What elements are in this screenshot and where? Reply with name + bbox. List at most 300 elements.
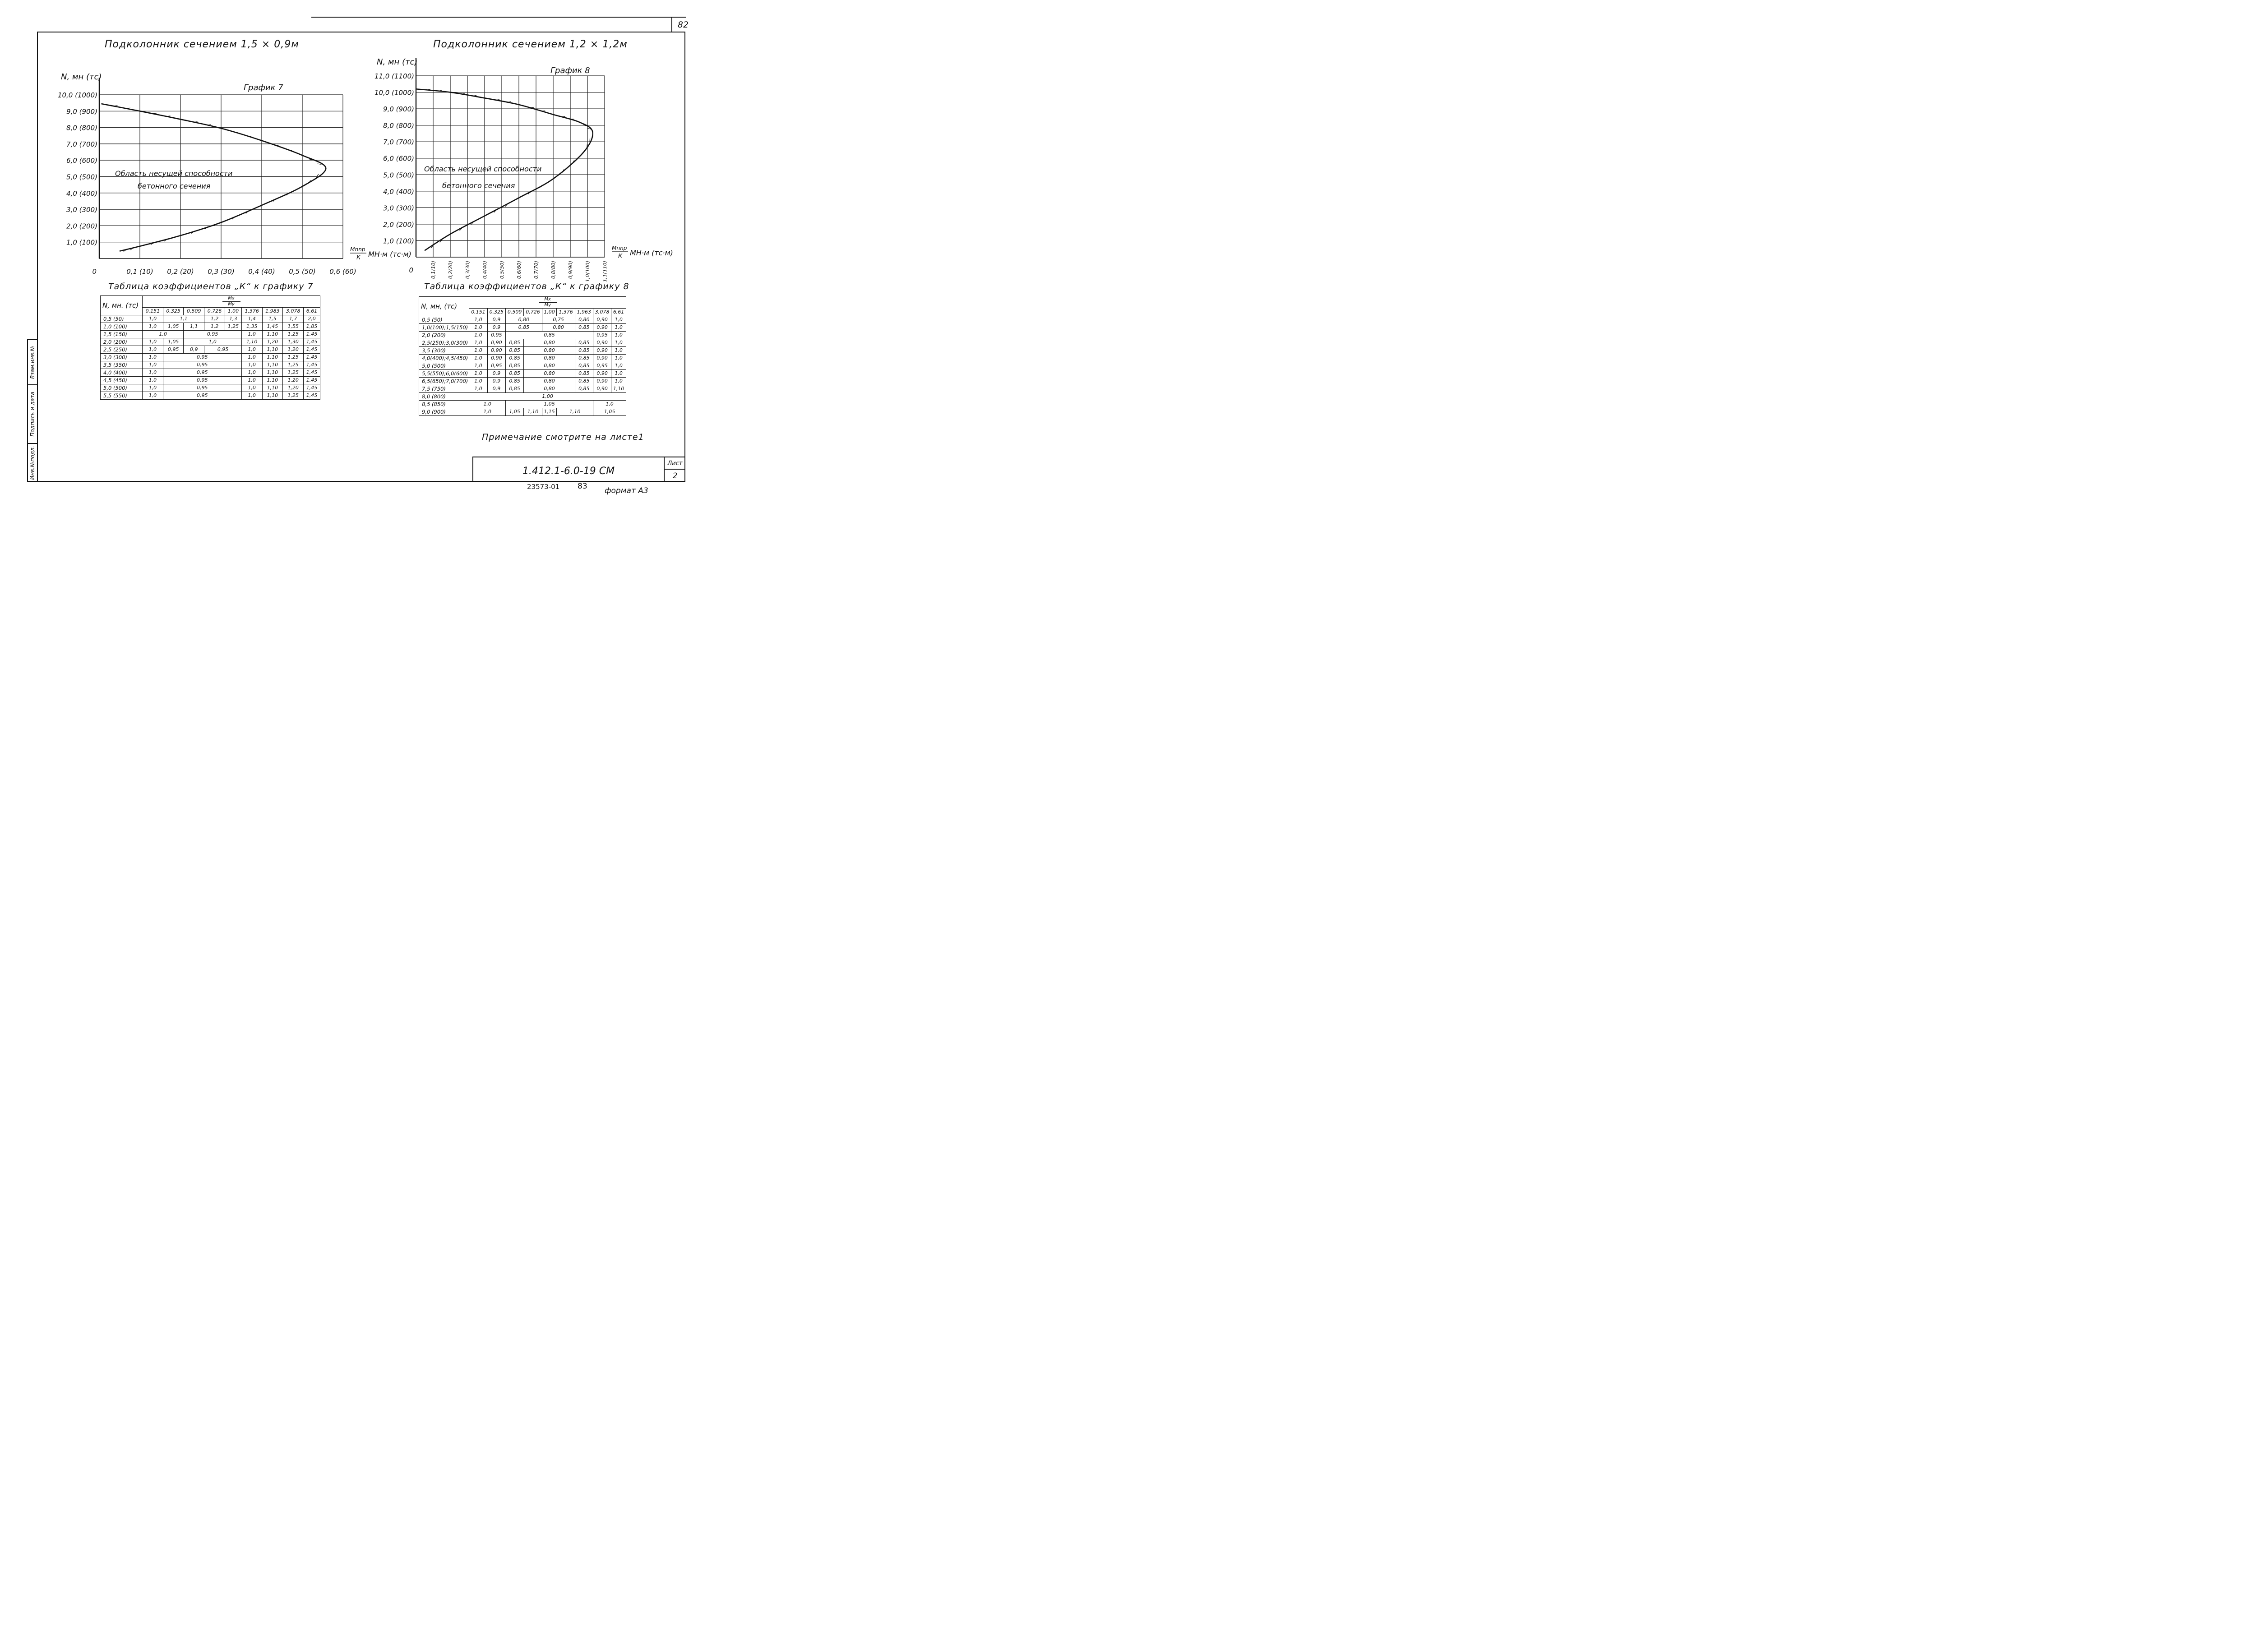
- table-row: [419, 347, 626, 355]
- coefficient-cell: 0,95: [204, 346, 242, 354]
- coefficient-cell: 1,1: [184, 323, 204, 331]
- side-cell-signature: [28, 385, 37, 444]
- ratio-value: 1,963: [575, 309, 593, 316]
- table-row: [101, 369, 320, 377]
- coefficient-cell: 1,45: [303, 331, 320, 338]
- y-tick-label: 1,0 (100): [66, 238, 97, 247]
- coefficient-cell: 0,85: [506, 362, 524, 370]
- coefficient-cell: 1,0: [611, 355, 626, 362]
- table7-title: Таблица коэффициентов „К“ к графику 7: [108, 281, 314, 291]
- table-header-row: [419, 297, 626, 309]
- coefficient-cell: 1,35: [241, 323, 262, 331]
- coefficient-cell: 1,0: [469, 324, 487, 332]
- region-label-line2: бетонного сечения: [442, 181, 515, 190]
- coefficient-cell: 1,05: [506, 408, 524, 416]
- coefficient-cell: 1,15: [542, 408, 557, 416]
- coefficient-cell: 0,85: [506, 332, 593, 339]
- coefficient-cell: 0,90: [487, 339, 505, 347]
- coefficient-cell: 1,10: [262, 361, 283, 369]
- chart8: [374, 52, 681, 282]
- x-tick-label: 0,3 (30): [208, 268, 235, 276]
- y-tick-label: 1,0 (100): [383, 237, 414, 245]
- row-load: 2,0 (200): [101, 338, 143, 346]
- x-tick-label: 0,7(70): [533, 261, 539, 279]
- table-header-row: [101, 296, 320, 308]
- y-tick-label: 9,0 (900): [383, 105, 414, 114]
- coefficient-cell: 0,9: [487, 378, 505, 385]
- coefficient-cell: 1,0: [241, 377, 262, 384]
- coefficient-cell: 1,0: [143, 354, 163, 361]
- coefficient-cell: 1,2: [204, 323, 225, 331]
- coefficient-cell: 1,45: [303, 354, 320, 361]
- x-tick-label: 0,5(50): [499, 261, 505, 279]
- y-tick-label: 8,0 (800): [383, 121, 414, 130]
- x-tick-label: 0,3(30): [465, 261, 471, 279]
- coefficient-cell: 0,85: [506, 347, 524, 355]
- table-row: [419, 385, 626, 393]
- coefficient-cell: 1,7: [283, 315, 304, 323]
- coefficient-cell: 0,80: [524, 362, 575, 370]
- table-row: [419, 370, 626, 378]
- coefficient-cell: 0,85: [506, 324, 542, 332]
- coefficient-cell: 0,80: [524, 355, 575, 362]
- coefficient-cell: 0,95: [163, 369, 241, 377]
- coefficient-cell: 1,05: [506, 401, 593, 408]
- coefficient-cell: 1,10: [262, 354, 283, 361]
- coefficient-cell: 1,0: [469, 347, 487, 355]
- row-load: 2,5 (250): [101, 346, 143, 354]
- coefficient-cell: 1,10: [611, 385, 626, 393]
- coefficient-cell: 1,0: [469, 408, 506, 416]
- x-origin-label: 0: [409, 266, 413, 274]
- coefficient-cell: 1,0: [241, 361, 262, 369]
- row-load: 3,5 (300): [419, 347, 469, 355]
- coefficient-cell: 0,85: [506, 378, 524, 385]
- x-label-units: МН·м (тс·м): [630, 249, 673, 257]
- coefficient-cell: 1,0: [469, 355, 487, 362]
- row-load: 8,5 (850): [419, 401, 469, 408]
- y-tick-label: 5,0 (500): [66, 173, 97, 181]
- y-tick-label: 4,0 (400): [383, 187, 414, 196]
- coefficient-cell: 1,2: [204, 315, 225, 323]
- x-tick-label: 0,4(40): [482, 261, 488, 279]
- coefficient-cell: 1,0: [143, 392, 163, 400]
- coefficient-cell: 0,85: [506, 385, 524, 393]
- table-row: [101, 392, 320, 400]
- x-tick-label: 0,6(60): [516, 261, 522, 279]
- coefficient-cell: 0,9: [487, 370, 505, 378]
- x-tick-label: 0,4 (40): [248, 268, 275, 276]
- ratio-denominator: Му: [222, 301, 240, 307]
- coefficient-cell: 0,95: [163, 392, 241, 400]
- table-row: [419, 339, 626, 347]
- coefficient-cell: 0,80: [524, 339, 575, 347]
- table7: [100, 295, 320, 400]
- coefficient-cell: 1,25: [283, 369, 304, 377]
- coefficient-cell: 1,10: [262, 377, 283, 384]
- coefficient-cell: 1,0: [241, 392, 262, 400]
- coefficient-cell: 1,05: [163, 338, 184, 346]
- coefficient-cell: 0,95: [487, 332, 505, 339]
- table-row: [419, 332, 626, 339]
- sheet-number: 82: [671, 17, 694, 32]
- coefficient-cell: 0,95: [163, 354, 241, 361]
- x-label-numerator: Мпnр: [612, 245, 627, 251]
- ratio-value: 0,509: [184, 308, 204, 315]
- x-tick-label: 0,5 (50): [289, 268, 316, 276]
- coefficient-cell: 1,0: [469, 378, 487, 385]
- coefficient-cell: 1,0: [241, 369, 262, 377]
- coefficient-cell: 0,95: [163, 361, 241, 369]
- coefficient-cell: 0,90: [593, 316, 611, 324]
- coefficient-cell: 1,85: [303, 323, 320, 331]
- side-cell-replace: [28, 340, 37, 385]
- hatch-mark: [561, 116, 565, 117]
- coefficient-cell: 0,85: [575, 378, 593, 385]
- row-load: 4,5 (450): [101, 377, 143, 384]
- y-tick-label: 10,0 (1000): [57, 91, 97, 99]
- coefficient-cell: 1,0: [241, 331, 262, 338]
- coefficient-cell: 1,30: [283, 338, 304, 346]
- x-tick-label: 0,1(10): [430, 261, 436, 279]
- coefficient-cell: 0,90: [593, 385, 611, 393]
- ratio-value: 1,376: [241, 308, 262, 315]
- list-label: Лист: [665, 457, 685, 470]
- coefficient-cell: 0,95: [593, 332, 611, 339]
- coefficient-cell: 1,0: [611, 339, 626, 347]
- coefficient-cell: 1,0: [184, 338, 241, 346]
- coefficient-cell: 0,90: [593, 347, 611, 355]
- y-tick-label: 7,0 (700): [383, 138, 414, 147]
- coefficient-cell: 1,0: [593, 401, 626, 408]
- row-load: 4,0 (400): [101, 369, 143, 377]
- chart7-label: График 7: [244, 83, 283, 92]
- row-load: 4,0(400);4,5(450): [419, 355, 469, 362]
- y-tick-label: 6,0 (600): [66, 157, 97, 165]
- ratio-value: 6,61: [303, 308, 320, 315]
- y-tick-label: 3,0 (300): [66, 206, 97, 214]
- ratio-header: [143, 296, 320, 308]
- coefficient-cell: 0,95: [184, 331, 241, 338]
- row-load: 6,5(650);7,0(700): [419, 378, 469, 385]
- side-label-replace: Взам.инв.№: [29, 346, 36, 379]
- coefficient-cell: 1,0: [469, 362, 487, 370]
- coefficient-cell: 0,85: [575, 385, 593, 393]
- coefficient-cell: 1,05: [163, 323, 184, 331]
- side-label-signature: Подпись и дата: [29, 392, 36, 437]
- x-tick-label: 0,2(20): [448, 261, 453, 279]
- y-tick-label: 3,0 (300): [383, 204, 414, 212]
- row-load: 1,5 (150): [101, 331, 143, 338]
- coefficient-cell: 1,25: [225, 323, 241, 331]
- coefficient-cell: 1,0: [143, 361, 163, 369]
- row-load: 1,0(100);1,5(150): [419, 324, 469, 332]
- table-row: [101, 384, 320, 392]
- coefficient-cell: 0,9: [487, 385, 505, 393]
- coefficient-cell: 0,80: [575, 316, 593, 324]
- y-tick-label: 4,0 (400): [66, 189, 97, 198]
- row-load: 1,0 (100): [101, 323, 143, 331]
- y-tick-label: 11,0 (1100): [374, 72, 414, 80]
- coefficient-cell: 1,10: [262, 369, 283, 377]
- document-code: 1.412.1-6.0-19 СМ: [473, 457, 665, 482]
- coefficient-cell: 0,80: [524, 347, 575, 355]
- x-tick-label: 1,1(110): [602, 261, 608, 282]
- coefficient-cell: 1,45: [303, 369, 320, 377]
- coefficient-cell: 1,0: [469, 385, 487, 393]
- y-tick-label: 2,0 (200): [66, 222, 97, 231]
- coefficient-cell: 1,25: [283, 331, 304, 338]
- row-load: 7,5 (750): [419, 385, 469, 393]
- x-label-denominator: К: [356, 254, 361, 261]
- coefficient-cell: 0,90: [593, 324, 611, 332]
- ratio-numerator: Мх: [544, 297, 551, 302]
- ratio-value: 0,325: [487, 309, 505, 316]
- table-row: [101, 361, 320, 369]
- coefficient-cell: 0,90: [487, 355, 505, 362]
- coefficient-cell: 0,85: [575, 362, 593, 370]
- table-row: [419, 378, 626, 385]
- y-tick-label: 7,0 (700): [66, 140, 97, 148]
- chart8-title: Подколонник сечением 1,2 × 1,2м: [433, 39, 628, 50]
- coefficient-cell: 1,1: [163, 315, 204, 323]
- chart7-title: Подколонник сечением 1,5 × 0,9м: [105, 39, 299, 50]
- table8: [419, 296, 626, 416]
- x-label-denominator: К: [618, 253, 623, 260]
- ratio-value: 0,151: [469, 309, 487, 316]
- coefficient-cell: 0,95: [487, 362, 505, 370]
- coefficient-cell: 1,0: [469, 370, 487, 378]
- archive-number: 23573-01: [527, 483, 560, 491]
- coefficient-cell: 0,85: [506, 355, 524, 362]
- coefficient-cell: 0,85: [575, 324, 593, 332]
- coefficient-cell: 1,45: [303, 361, 320, 369]
- coefficient-cell: 1,25: [283, 392, 304, 400]
- table-row: [101, 346, 320, 354]
- coefficient-cell: 1,0: [241, 346, 262, 354]
- row-load: 2,0 (200): [419, 332, 469, 339]
- coefficient-cell: 1,0: [611, 332, 626, 339]
- ratio-value: 1,376: [557, 309, 575, 316]
- region-label-line2: бетонного сечения: [138, 182, 211, 190]
- y-tick-label: 2,0 (200): [383, 220, 414, 229]
- coefficient-cell: 1,00: [469, 393, 626, 401]
- coefficient-cell: 0,85: [506, 339, 524, 347]
- ratio-value: 3,078: [283, 308, 304, 315]
- coefficient-cell: 1,4: [241, 315, 262, 323]
- coefficient-cell: 1,10: [241, 338, 262, 346]
- y-tick-label: 10,0 (1000): [374, 88, 414, 97]
- coefficient-cell: 1,0: [143, 377, 163, 384]
- coefficient-cell: 1,0: [241, 354, 262, 361]
- table-row: [101, 338, 320, 346]
- row-load: 9,0 (900): [419, 408, 469, 416]
- hatch-mark: [570, 119, 574, 120]
- ratio-value: 0,151: [143, 308, 163, 315]
- coefficient-cell: 1,45: [262, 323, 283, 331]
- coefficient-cell: 1,45: [303, 384, 320, 392]
- coefficient-cell: 1,0: [611, 347, 626, 355]
- row-load: 0,5 (50): [101, 315, 143, 323]
- coefficient-cell: 0,95: [163, 384, 241, 392]
- coefficient-cell: 0,90: [593, 339, 611, 347]
- coefficient-cell: 0,9: [487, 324, 505, 332]
- coefficient-cell: 1,0: [611, 362, 626, 370]
- x-label-units: МН·м (тс·м): [368, 250, 411, 258]
- coefficient-cell: 0,85: [575, 339, 593, 347]
- coefficient-cell: 1,10: [262, 392, 283, 400]
- x-tick-label: 0,1 (10): [126, 268, 153, 276]
- table-row: [101, 323, 320, 331]
- coefficient-cell: 1,0: [611, 316, 626, 324]
- table-row: [419, 401, 626, 408]
- coefficient-cell: 0,9: [487, 316, 505, 324]
- coefficient-cell: 1,0: [469, 401, 506, 408]
- coefficient-cell: 0,80: [542, 324, 575, 332]
- side-cell-inventory: [28, 444, 37, 482]
- hatch-mark: [530, 107, 534, 108]
- x-tick-label: 1,0(100): [585, 261, 591, 282]
- ratio-value: 0,325: [163, 308, 184, 315]
- ratio-value: 1,00: [542, 309, 557, 316]
- coefficient-cell: 0,90: [593, 355, 611, 362]
- ratio-denominator: Му: [539, 302, 557, 308]
- coefficient-cell: 1,45: [303, 346, 320, 354]
- ratio-header: [469, 297, 626, 309]
- coefficient-cell: 0,85: [575, 355, 593, 362]
- y-tick-label: 5,0 (500): [383, 171, 414, 180]
- coefficient-cell: 0,95: [163, 377, 241, 384]
- coefficient-cell: 1,45: [303, 338, 320, 346]
- ratio-value: 1,00: [225, 308, 241, 315]
- y-tick-label: 9,0 (900): [66, 107, 97, 116]
- x-tick-label: 0,9(90): [568, 261, 573, 279]
- coefficient-cell: 0,85: [575, 347, 593, 355]
- coefficient-cell: 1,5: [262, 315, 283, 323]
- list-number: 2: [672, 471, 678, 480]
- ratio-value: 3,078: [593, 309, 611, 316]
- ratio-value: 0,509: [506, 309, 524, 316]
- coefficient-cell: 0,75: [542, 316, 575, 324]
- ratio-value: 0,726: [204, 308, 225, 315]
- coefficient-cell: 1,0: [611, 324, 626, 332]
- coefficient-cell: 0,80: [524, 370, 575, 378]
- n-header: N, мн. (тс): [101, 296, 143, 315]
- coefficient-cell: 1,0: [143, 384, 163, 392]
- row-load: 3,5 (350): [101, 361, 143, 369]
- table-row: [101, 315, 320, 323]
- table-row: [419, 362, 626, 370]
- coefficient-cell: 1,20: [283, 377, 304, 384]
- coefficient-cell: 1,25: [283, 354, 304, 361]
- coefficient-cell: 0,80: [524, 385, 575, 393]
- x-tick-label: 0,6 (60): [329, 268, 356, 276]
- title-block: [472, 457, 685, 482]
- side-label-inventory: Инв.№подл.: [29, 446, 36, 480]
- coefficient-cell: 1,0: [143, 346, 163, 354]
- x-tick-label: 0,2 (20): [167, 268, 194, 276]
- coefficient-cell: 1,20: [262, 338, 283, 346]
- region-label-line1: Область несущей способности: [115, 169, 233, 178]
- note: Примечание смотрите на листе1: [482, 432, 644, 442]
- coefficient-cell: 1,0: [469, 339, 487, 347]
- coefficient-cell: 0,90: [593, 378, 611, 385]
- coefficient-cell: 0,85: [506, 370, 524, 378]
- x-origin-label: 0: [92, 268, 97, 276]
- coefficient-cell: 0,90: [593, 370, 611, 378]
- x-tick-label: 0,8(80): [550, 261, 556, 279]
- coefficient-cell: 1,0: [611, 378, 626, 385]
- side-stamp: [27, 339, 37, 482]
- y-tick-label: 8,0 (800): [66, 124, 97, 132]
- coefficient-cell: 1,0: [241, 384, 262, 392]
- top-rule: [311, 17, 686, 18]
- coefficient-cell: 1,55: [283, 323, 304, 331]
- table-row: [419, 393, 626, 401]
- ratio-value: 1,983: [262, 308, 283, 315]
- row-load: 3,0 (300): [101, 354, 143, 361]
- coefficient-cell: 1,0: [143, 315, 163, 323]
- n-header: N, мн, (тс): [419, 297, 469, 316]
- coefficient-cell: 0,80: [506, 316, 542, 324]
- coefficient-cell: 1,45: [303, 377, 320, 384]
- row-load: 5,5(550);6,0(600): [419, 370, 469, 378]
- coefficient-cell: 2,0: [303, 315, 320, 323]
- ratio-numerator: Мх: [228, 296, 235, 301]
- coefficient-cell: 1,45: [303, 392, 320, 400]
- coefficient-cell: 0,9: [184, 346, 204, 354]
- table-row: [419, 324, 626, 332]
- row-load: 0,5 (50): [419, 316, 469, 324]
- y-axis-label: N, мн (тс): [377, 57, 418, 67]
- coefficient-cell: 1,10: [557, 408, 593, 416]
- table-row: [419, 355, 626, 362]
- coefficient-cell: 1,0: [469, 316, 487, 324]
- row-load: 5,0 (500): [101, 384, 143, 392]
- coefficient-cell: 1,10: [262, 331, 283, 338]
- row-load: 2,5(250);3,0(300): [419, 339, 469, 347]
- x-label-numerator: Мпnр: [350, 246, 365, 253]
- row-load: 5,0 (500): [419, 362, 469, 370]
- y-axis-label: N, мн (тс): [61, 72, 102, 82]
- coefficient-cell: 0,95: [163, 346, 184, 354]
- table-row: [101, 354, 320, 361]
- chart8-label: График 8: [550, 66, 590, 75]
- coefficient-cell: 1,25: [283, 361, 304, 369]
- coefficient-cell: 1,05: [593, 408, 626, 416]
- coefficient-cell: 0,95: [593, 362, 611, 370]
- coefficient-cell: 1,10: [262, 384, 283, 392]
- coefficient-cell: 1,0: [143, 369, 163, 377]
- coefficient-cell: 1,0: [143, 338, 163, 346]
- table-row: [419, 316, 626, 324]
- coefficient-cell: 1,0: [469, 332, 487, 339]
- coefficient-cell: 1,20: [283, 346, 304, 354]
- row-load: 8,0 (800): [419, 393, 469, 401]
- coefficient-cell: 1,3: [225, 315, 241, 323]
- table8-title: Таблица коэффициентов „К“ к графику 8: [424, 281, 629, 291]
- coefficient-cell: 1,0: [611, 370, 626, 378]
- y-tick-label: 6,0 (600): [383, 154, 414, 163]
- coefficient-cell: 0,90: [487, 347, 505, 355]
- row-load: 5,5 (550): [101, 392, 143, 400]
- coefficient-cell: 1,20: [283, 384, 304, 392]
- coefficient-cell: 1,10: [524, 408, 542, 416]
- ratio-value: 0,726: [524, 309, 542, 316]
- coefficient-cell: 0,80: [524, 378, 575, 385]
- coefficient-cell: 0,85: [575, 370, 593, 378]
- coefficient-cell: 1,10: [262, 346, 283, 354]
